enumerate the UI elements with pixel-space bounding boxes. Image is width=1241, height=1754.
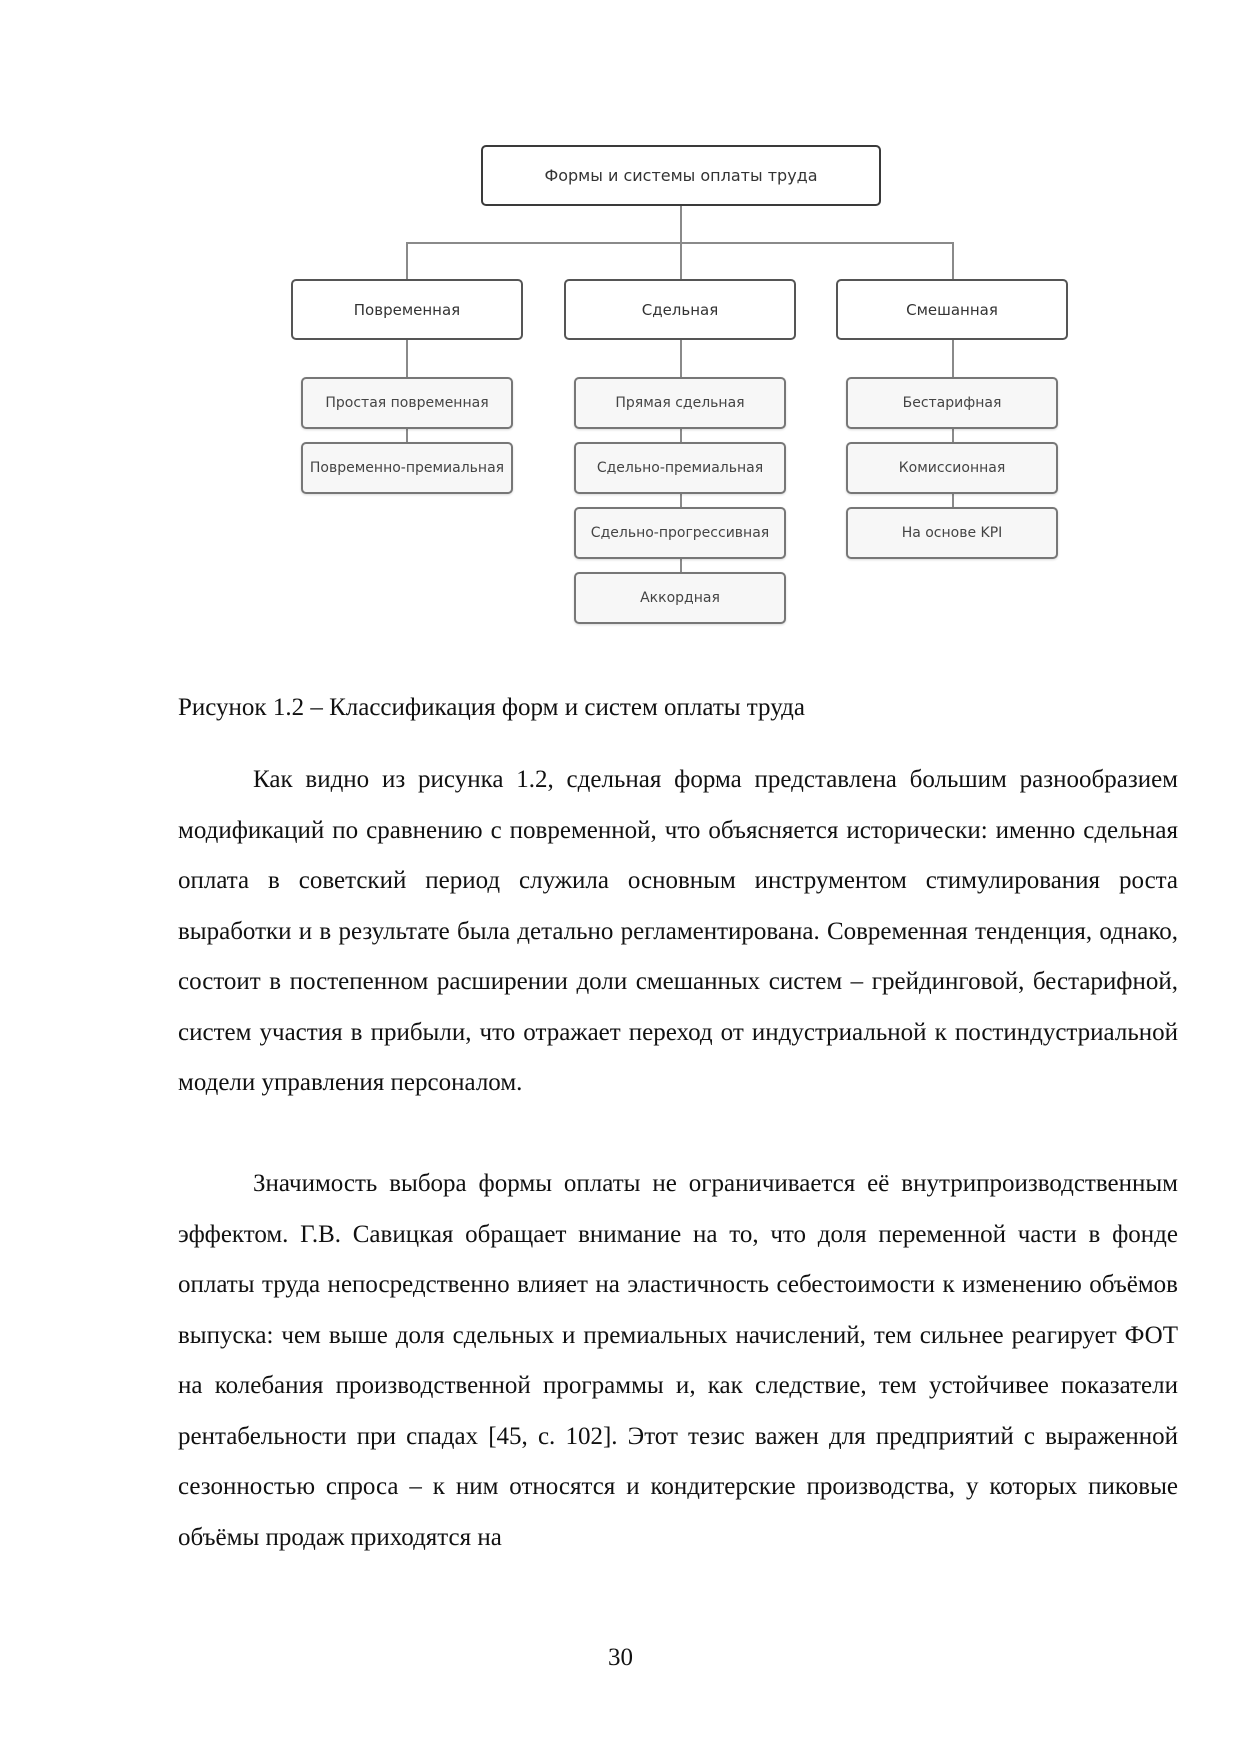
classification-diagram xyxy=(0,0,1241,640)
leaf-simple-time-based: Простая повременная xyxy=(301,377,513,429)
leaf-piece-bonus: Сдельно-премиальная xyxy=(574,442,786,494)
leaf-piece-progressive: Сдельно-прогрессивная xyxy=(574,507,786,559)
leaf-time-bonus: Повременно-премиальная xyxy=(301,442,513,494)
figure-caption: Рисунок 1.2 – Классификация форм и систем оплаты труда xyxy=(178,694,805,721)
connector-cat1-up xyxy=(406,242,408,279)
category-time-based: Повременная xyxy=(291,279,523,340)
leaf-commission: Комиссионная xyxy=(846,442,1058,494)
page-number: 30 xyxy=(608,1644,633,1671)
leaf-tariff-free: Бестарифная xyxy=(846,377,1058,429)
leaf-direct-piece: Прямая сдельная xyxy=(574,377,786,429)
leaf-kpi: На основе KPI xyxy=(846,507,1058,559)
diagram-root-node: Формы и системы оплаты труда xyxy=(481,145,881,206)
connector-cat2-up xyxy=(680,242,682,279)
paragraph-2: Значимость выбора формы оплаты не ограничивается её внутрипроизводственным эффектом. Г.В. Савицкая обращает внимание на то, что доля переменной части в фонде оплаты труда непосредственно влияет на эластичность себестоимости к изменению объёмов выпуска: чем выше доля сдельных и премиальных начислений, тем сильнее реагирует ФОТ на колебания производственной программы и, как следствие, тем устойчивее показатели рентабельности при спадах [45, с. 102]. Этот тезис важен для предприятий с выраженной сезонностью спроса – к ним относятся и кондитерские производства, у которых пиковые объёмы продаж приходятся на xyxy=(178,1170,1178,1551)
category-piece-rate: Сдельная xyxy=(564,279,796,340)
leaf-accord: Аккордная xyxy=(574,572,786,624)
paragraph-1: Как видно из рисунка 1.2, сдельная форма представлена большим разнообразием модификаций по сравнению с повременной, что объясняется исторически: именно сдельная оплата в советский период служила основным инструментом стимулирования роста выработки и в результате была детально регламентирована. Современная тенденция, однако, состоит в постепенном расширении доли смешанных систем – грейдинговой, бестарифной, систем участия в прибыли, что отражает переход от индустриальной к постиндустриальной модели управления персоналом. xyxy=(178,766,1178,1096)
connector-root-down xyxy=(680,206,682,243)
category-mixed: Смешанная xyxy=(836,279,1068,340)
connector-cat3-up xyxy=(952,242,954,279)
